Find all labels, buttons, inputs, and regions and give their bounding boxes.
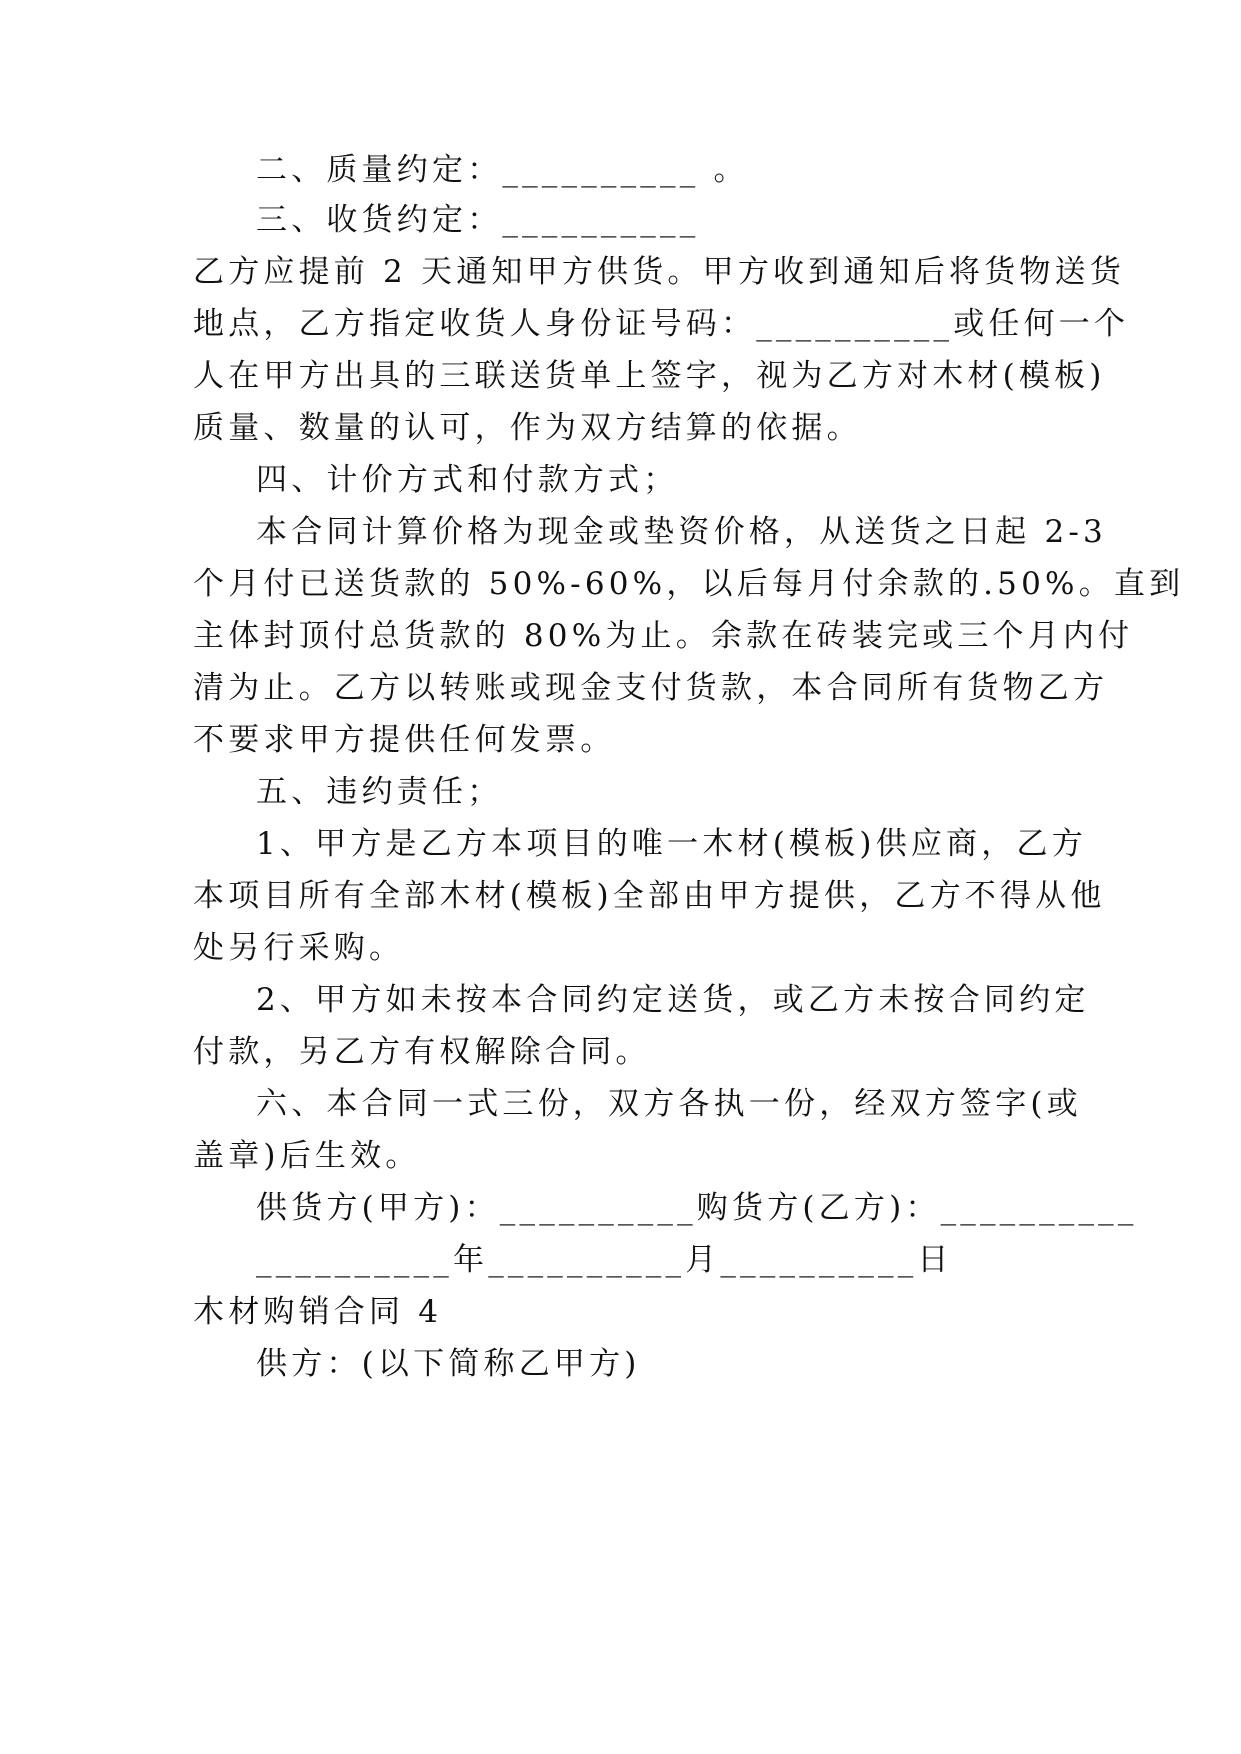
paragraph-line: 1、甲方是乙方本项目的唯一木材(模板)供应商，乙方 [256,826,1087,862]
breach-heading: 五、违约责任； [256,774,503,810]
paragraph-line: 六、本合同一式三份，双方各执一份，经双方签字(或 [256,1086,1082,1122]
paragraph-line: 质量、数量的认可，作为双方结算的依据。 [193,410,862,446]
quality-clause: 二、质量约定：__________ 。 [256,152,749,188]
paragraph-line: 清为止。乙方以转账或现金支付货款，本合同所有货物乙方 [193,670,1109,706]
paragraph-line: 人在甲方出具的三联送货单上签字，视为乙方对木材(模板) [193,358,1106,394]
paragraph-line: 本合同计算价格为现金或垫资价格，从送货之日起 2-3 [256,514,1107,550]
paragraph-line: 乙方应提前 2 天通知甲方供货。甲方收到通知后将货物送货 [193,254,1126,290]
receipt-clause: 三、收货约定：__________ [256,202,700,238]
paragraph-line: 不要求甲方提供任何发票。 [193,722,616,758]
paragraph-line: 地点，乙方指定收货人身份证号码：__________或任何一个 [193,306,1130,342]
signature-line: 供货方(甲方)：__________购货方(乙方)：__________ [256,1190,1138,1226]
date-line: __________年__________月__________日 [256,1242,953,1278]
paragraph-line: 主体封顶付总货款的 80%为止。余款在砖装完或三个月内付 [193,618,1134,654]
paragraph-line: 个月付已送货款的 50%-60%，以后每月付余款的.50%。直到 [193,566,1185,602]
paragraph-line: 付款，另乙方有权解除合同。 [193,1034,651,1070]
paragraph-line: 本项目所有全部木材(模板)全部由甲方提供，乙方不得从他 [193,878,1106,914]
paragraph-line: 盖章)后生效。 [193,1138,421,1174]
contract-title: 木材购销合同 4 [193,1294,443,1330]
paragraph-line: 2、甲方如未按本合同约定送货，或乙方未按合同约定 [256,982,1090,1018]
pricing-heading: 四、计价方式和付款方式； [256,462,679,498]
supplier-line: 供方：(以下简称乙甲方) [256,1346,641,1382]
paragraph-line: 处另行采购。 [193,930,405,966]
